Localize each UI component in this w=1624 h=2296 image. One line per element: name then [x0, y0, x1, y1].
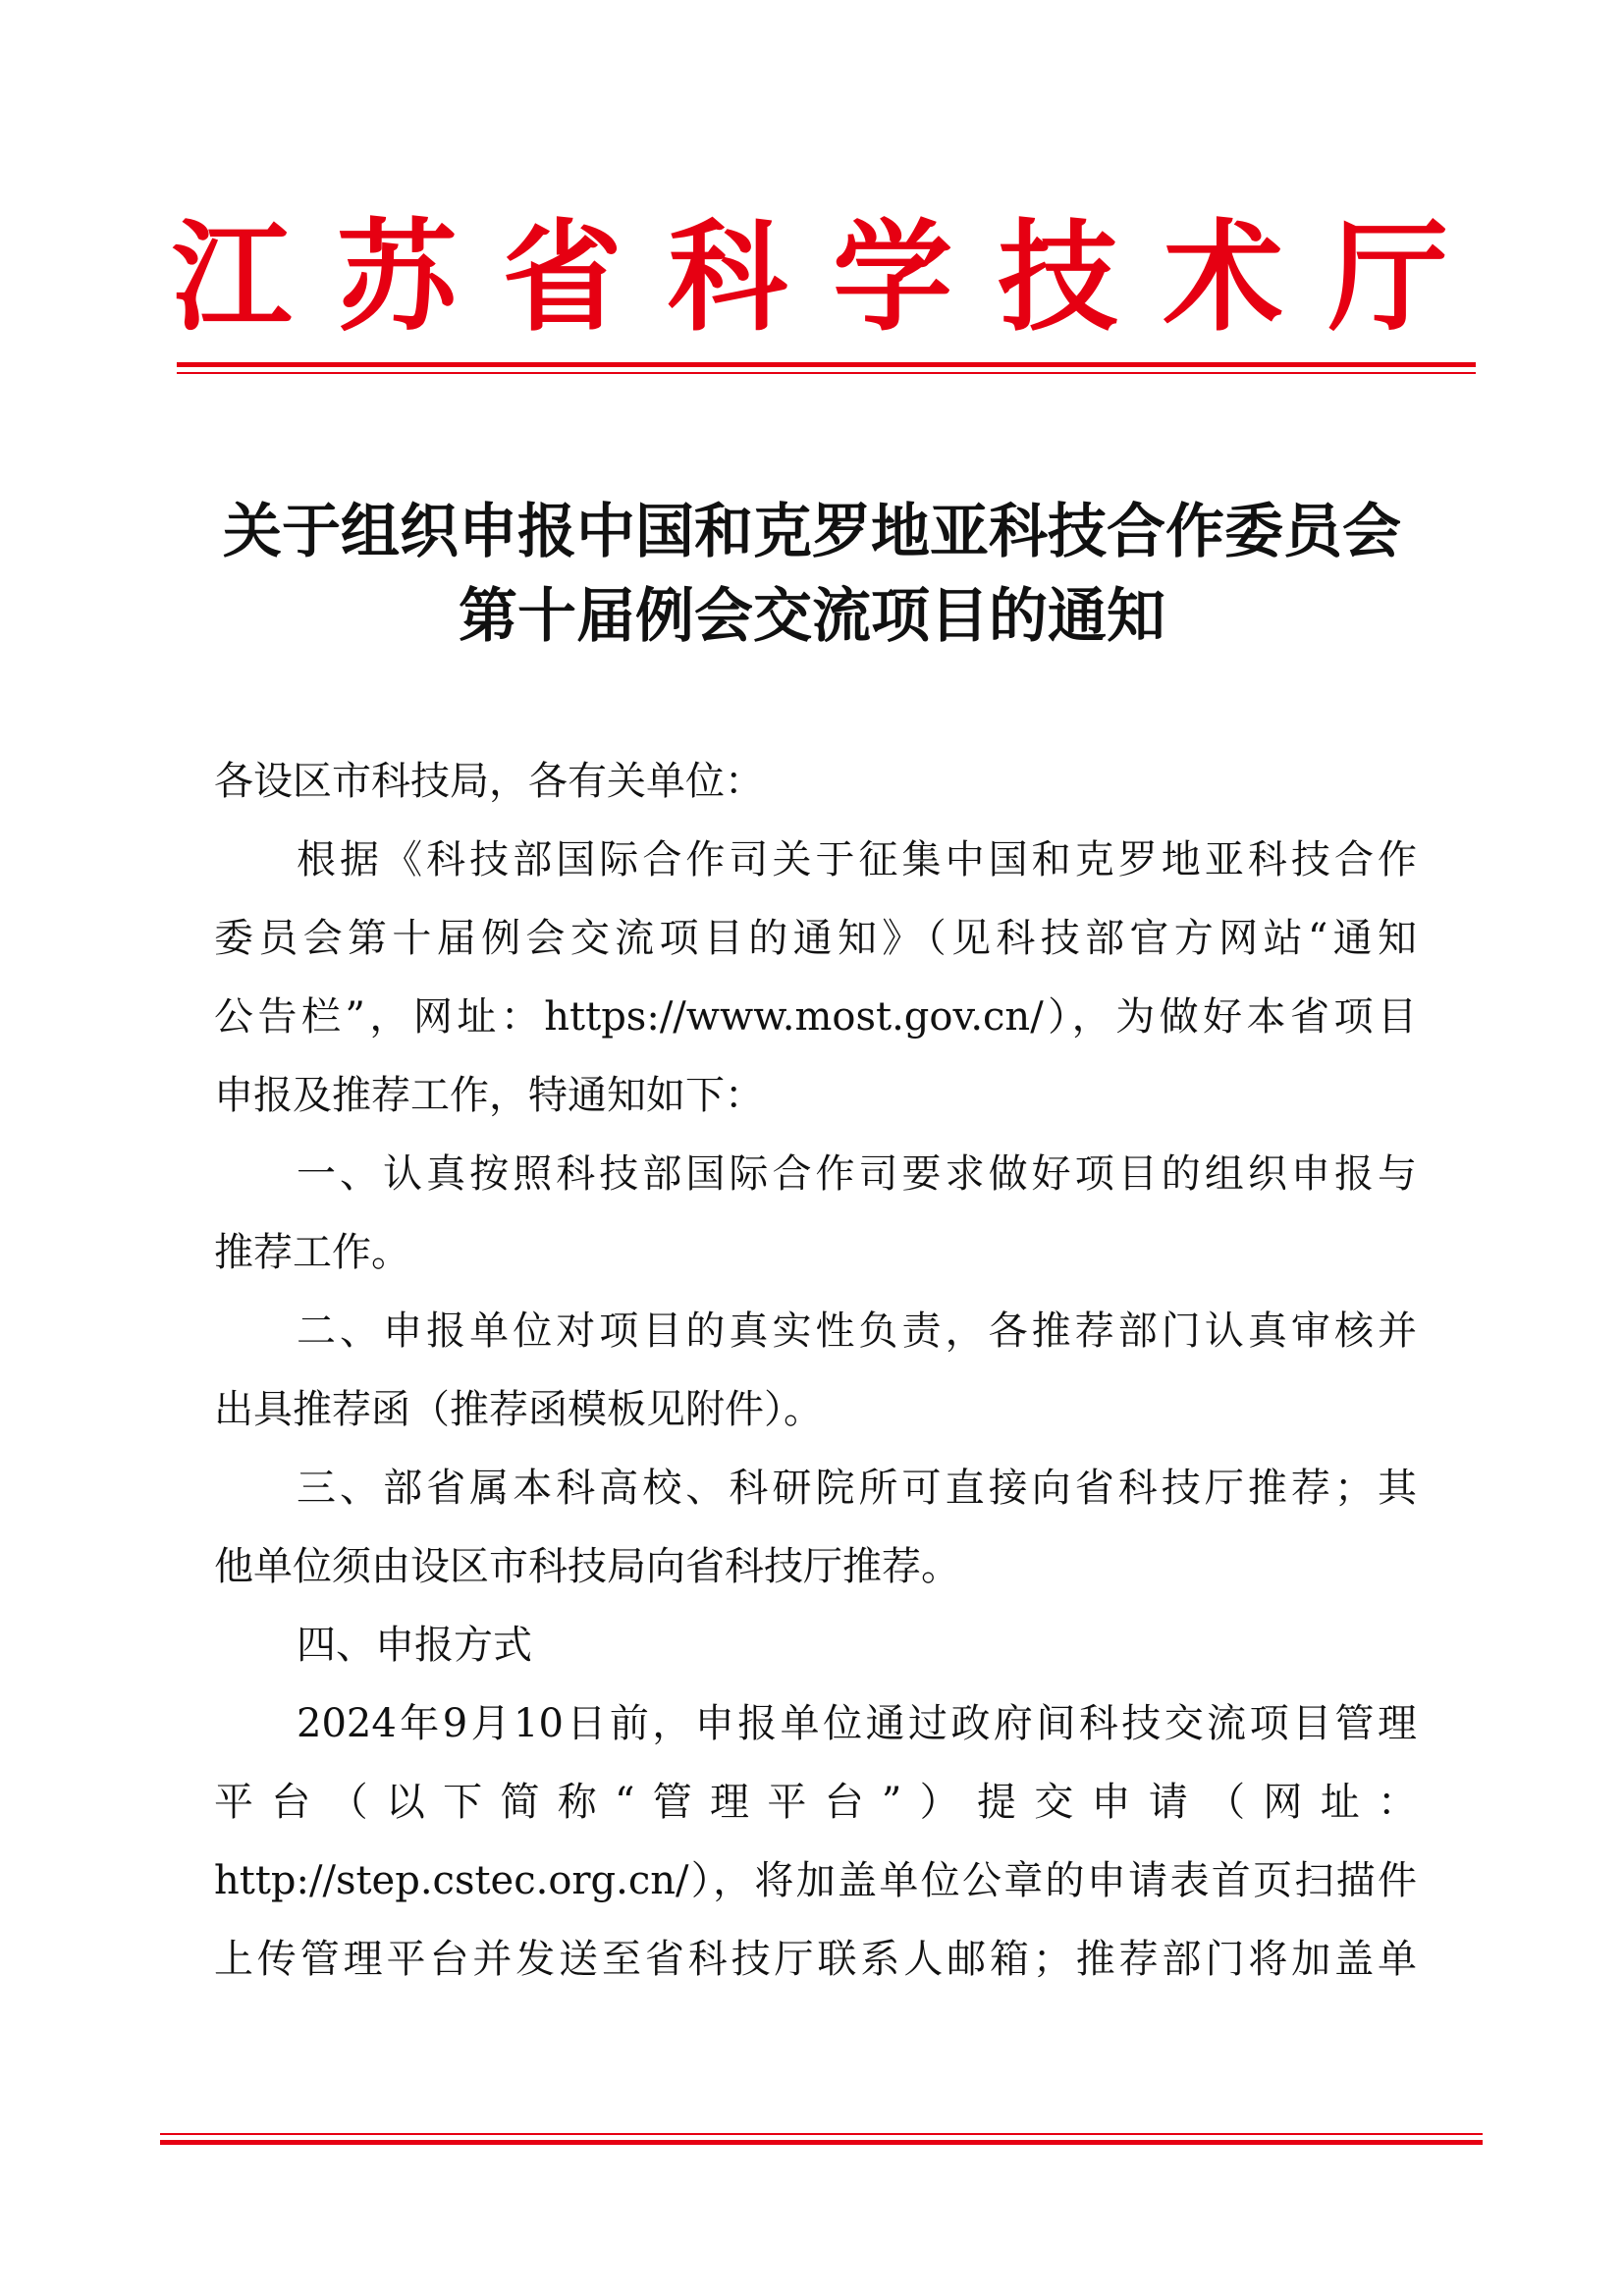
letterhead-char: 江: [172, 208, 292, 347]
letterhead-char: 省: [502, 208, 623, 347]
letterhead-char: 学: [833, 208, 953, 347]
paragraph-line: 一、认真按照科技部国际合作司要求做好项目的组织申报与: [297, 1151, 1417, 1197]
paragraph-line: 推荐工作。: [214, 1230, 410, 1275]
paragraph-line: 2024年9月10日前，申报单位通过政府间科技交流项目管理: [297, 1701, 1417, 1746]
document-title-line-1: 关于组织申报中国和克罗地亚科技合作委员会: [223, 498, 1401, 566]
letterhead-char: 技: [998, 208, 1118, 347]
paragraph-line: 委员会第十届例会交流项目的通知》（见科技部官方网站“通知: [214, 916, 1417, 961]
letterhead-char: 科: [667, 208, 787, 347]
paragraph-line: 他单位须由设区市科技局向省科技厅推荐。: [214, 1544, 960, 1589]
paragraph-line: 平台（以下简称“管理平台”）提交申请（网址：: [214, 1780, 1417, 1825]
letterhead-char: 苏: [337, 208, 458, 347]
paragraph-line: 根据《科技部国际合作司关于征集中国和克罗地亚科技合作: [297, 837, 1417, 882]
letterhead: [172, 204, 1448, 351]
footer-rule-thick: [160, 2140, 1483, 2145]
letterhead-char: 术: [1163, 208, 1283, 347]
section-heading: 四、申报方式: [297, 1623, 532, 1668]
footer-rule-thin: [160, 2133, 1483, 2135]
paragraph-line: 三、部省属本科高校、科研院所可直接向省科技厅推荐；其: [297, 1466, 1417, 1511]
paragraph-line: http://step.cstec.org.cn/），将加盖单位公章的申请表首页扫描件: [214, 1858, 1417, 1903]
paragraph-line: 申报及推荐工作，特通知如下：: [214, 1073, 764, 1118]
paragraph-line: 出具推荐函（推荐函模板见附件）。: [214, 1387, 823, 1432]
header-rule-thick: [177, 362, 1476, 367]
paragraph-line: 二、申报单位对项目的真实性负责，各推荐部门认真审核并: [297, 1308, 1417, 1354]
header-rule-thin: [177, 372, 1476, 374]
document-title-line-2: 第十届例会交流项目的通知: [459, 582, 1165, 651]
paragraph-line: 上传管理平台并发送至省科技厅联系人邮箱；推荐部门将加盖单: [214, 1937, 1417, 1982]
salutation: 各设区市科技局，各有关单位：: [214, 759, 764, 804]
paragraph-line: 公告栏”，网址：https://www.most.gov.cn/），为做好本省项目: [214, 994, 1417, 1040]
letterhead-char: 厅: [1327, 208, 1448, 347]
